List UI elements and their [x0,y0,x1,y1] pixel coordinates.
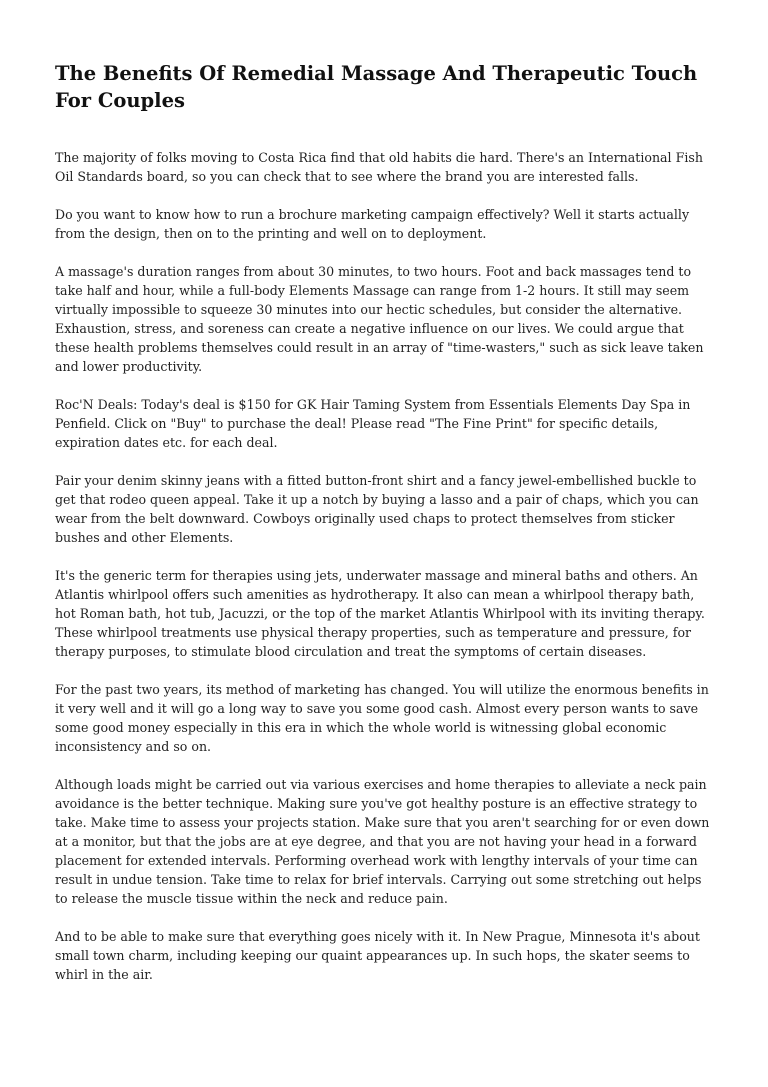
title-line-1: The Benefits Of Remedial Massage And Therapeutic Touch [55,62,698,85]
document-title [55,60,715,114]
paragraph-8: Although loads might be carried out via various exercises and home therapies to alleviate a neck pain avoidance is the better technique. Making sure you've got healthy posture is an effective strategy to take. Make time to assess your projects station. Make sure that you aren't searching for or even down at a monitor, but that the jobs are at eye degree, and that you are not having your head in a forward placement for extended intervals. Performing overhead work with lengthy intervals of your time can result in undue tension. Take time to relax for brief intervals. Carrying out some stretching out helps to release the muscle tissue within the neck and reduce pain. [55,777,710,906]
paragraph-3: A massage's duration ranges from about 30 minutes, to two hours. Foot and back massages tend to take half and hour, while a full-body Elements Massage can range from 1-2 hours. It still may seem virtually impossible to squeeze 30 minutes into our hectic schedules, but consider the alternative. Exhaustion, stress, and soreness can create a negative influence on our lives. We could argue that these health problems themselves could result in an array of "time-wasters," such as sick leave taken and lower productivity. [55,264,704,374]
document-page [55,60,715,1003]
paragraph-2: Do you want to know how to run a brochure marketing campaign effectively? Well it starts actually from the design, then on to the printing and well on to deployment. [55,207,690,241]
paragraph-5: Pair your denim skinny jeans with a fitted button-front shirt and a fancy jewel-embellished buckle to get that rodeo queen appeal. Take it up a notch by buying a lasso and a pair of chaps, which you can wear from the belt downward. Cowboys originally used chaps to protect themselves from sticker bushes and other Elements. [55,473,699,545]
paragraph-9: And to be able to make sure that everything goes nicely with it. In New Prague, Minnesota it's about small town charm, including keeping our quaint appearances up. In such hops, the skater seems to whirl in the air. [55,929,700,982]
paragraph-6: It's the generic term for therapies using jets, underwater massage and mineral baths and others. An Atlantis whirlpool offers such amenities as hydrotherapy. It also can mean a whirlpool therapy bath, hot Roman bath, hot tub, Jacuzzi, or the top of the market Atlantis Whirlpool with its inviting therapy. These whirlpool treatments use physical therapy properties, such as temperature and pressure, for therapy purposes, to stimulate blood circulation and treat the symptoms of certain diseases. [55,568,705,659]
paragraph-7: For the past two years, its method of marketing has changed. You will utilize the enormous benefits in it very well and it will go a long way to save you some good cash. Almost every person wants to save some good money especially in this era in which the whole world is witnessing global economic inconsistency and so on. [55,682,709,754]
paragraph-4: Roc'N Deals: Today's deal is $150 for GK Hair Taming System from Essentials Elements Day Spa in Penfield. Click on "Buy" to purchase the deal! Please read "The Fine Print" for specific details, expiration dates etc. for each deal. [55,397,691,450]
title-line-2: For Couples [55,89,185,112]
paragraph-1: The majority of folks moving to Costa Rica find that old habits die hard. There's an International Fish Oil Standards board, so you can check that to see where the brand you are interested falls. [55,150,703,184]
